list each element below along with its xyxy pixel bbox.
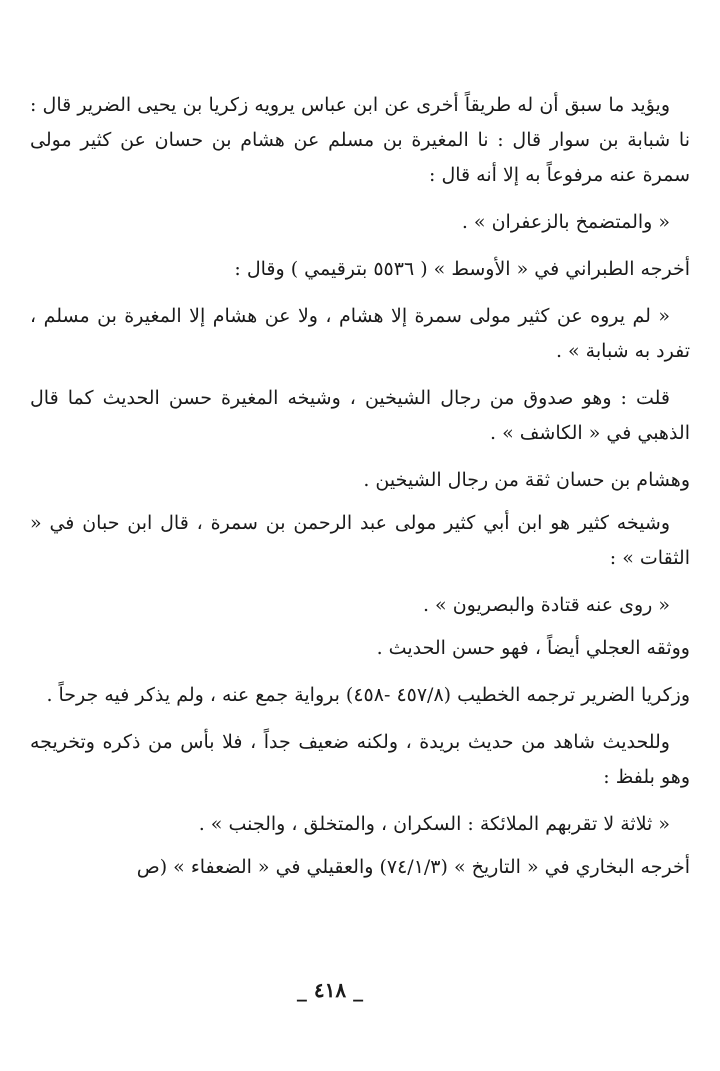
paragraph-2-quote: « والمتضمخ بالزعفران » . xyxy=(461,211,670,233)
paragraph-4-quote: « لم يروه عن كثير مولى سمرة إلا هشام ، ولا عن هشام إلا المغيرة بن مسلم ، تفرد به شبابة » . xyxy=(30,305,690,362)
paragraph-13: أخرجه البخاري في « التاريخ » (٧٤/١/٣) والعقيلي في « الضعفاء » (ص xyxy=(136,856,690,878)
paragraph-6: وهشام بن حسان ثقة من رجال الشيخين . xyxy=(363,469,690,491)
paragraph-7: وشيخه كثير هو ابن أبي كثير مولى عبد الرحمن بن سمرة ، قال ابن حبان في « الثقات » : xyxy=(30,512,690,569)
paragraph-10: وزكريا الضرير ترجمه الخطيب (٤٥٧/٨ -٤٥٨) برواية جمع عنه ، ولم يذكر فيه جرحاً . xyxy=(46,684,690,706)
paragraph-8-quote: « روى عنه قتادة والبصريون » . xyxy=(422,594,670,616)
paragraph-5: قلت : وهو صدوق من رجال الشيخين ، وشيخه المغيرة حسن الحديث كما قال الذهبي في « الكاشف » . xyxy=(30,387,690,444)
paragraph-12-quote: « ثلاثة لا تقربهم الملائكة : السكران ، والمتخلق ، والجنب » . xyxy=(198,813,670,835)
paragraph-1: ويؤيد ما سبق أن له طريقاً أخرى عن ابن عباس يرويه زكريا بن يحيى الضرير قال : نا شبابة بن سوار قال : نا المغيرة بن مسلم عن هشام بن حسان عن كثير مولى سمرة عنه مرفوعاً به إلا أنه قال : xyxy=(30,94,690,186)
body-text xyxy=(30,88,690,897)
paragraph-9: ووثقه العجلي أيضاً ، فهو حسن الحديث . xyxy=(376,637,690,659)
paragraph-11: وللحديث شاهد من حديث بريدة ، ولكنه ضعيف جداً ، فلا بأس من ذكره وتخريجه وهو بلفظ : xyxy=(30,731,690,788)
page-number: _ ٤١٨ _ xyxy=(296,978,364,1002)
paragraph-3: أخرجه الطبراني في « الأوسط » ( ٥٥٣٦ بترقيمي ) وقال : xyxy=(234,258,690,280)
